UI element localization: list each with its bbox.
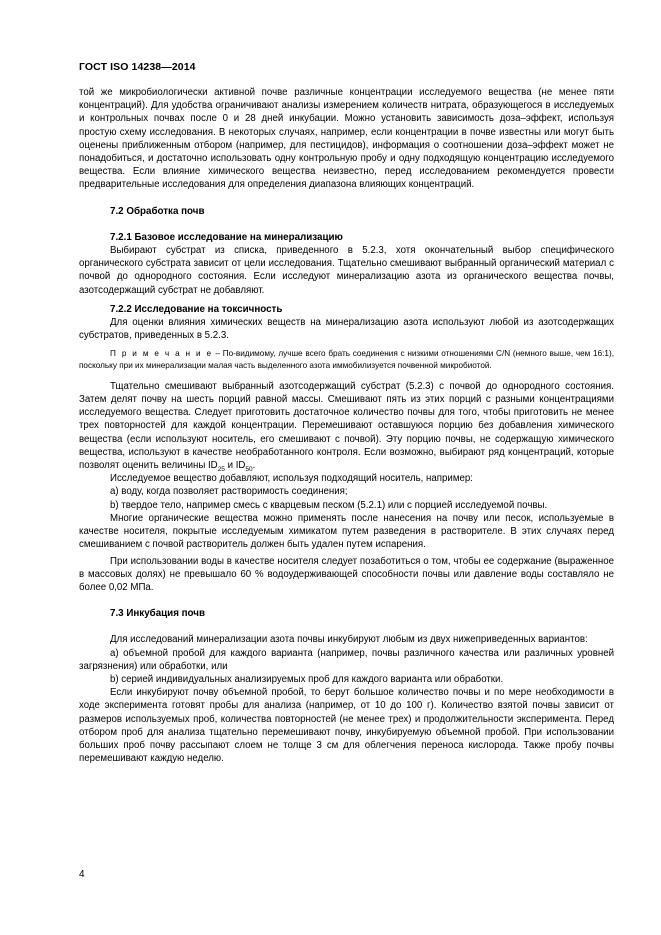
subsection-heading-7-2-1: 7.2.1 Базовое исследование на минерализацию bbox=[110, 231, 343, 243]
list-item-b: b) твердое тело, например смесь с кварцевым песком (5.2.1) или с порцией исследуемой почвы. bbox=[110, 499, 548, 511]
note-text: – По-видимому, лучше всего брать соединения с низкими отношениями C/N (немного выше, чем 16:1), поскольку при их минерализации малая часть выделенного азота иммобилизуется почвенной микробиотой. bbox=[79, 349, 614, 370]
list-item-7-3-a: a) объемной пробой для каждого варианта (например, почвы различного качества или различных уровней загрязнения) или обработки, или bbox=[79, 647, 614, 672]
paragraph-mixing-dot: . bbox=[252, 460, 256, 472]
page-number: 4 bbox=[79, 869, 85, 880]
list-item-7-3-b: b) серией индивидуальных анализируемых проб для каждого варианта или обработки. bbox=[110, 673, 504, 685]
paragraph-intro: той же микробиологически активной почве различные концентрации исследуемого вещества (не менее пяти концентраций). Для удобства ограничивают анализы измерением количеств нитрата, образующегося в исследуемых и контрольных почвах после 0 и 28 дней инкубации. Можно установить зависимость доза–эффект, используя простую схему исследования. В некоторых случаях, например, если концентрации в почве известны или могут быть оценены приближенным отбором (например, для пестицидов), информация о соотношении доза–эффект может не понадобиться, и достаточно использовать одну контрольную пробу и одну подходящую концентрацию исследуемого вещества. Если влияние химического вещества неизвестно, перед исследованием рекомендуется провести предварительные исследования для определения диапазона влияющих концентраций. bbox=[79, 87, 614, 191]
paragraph-mixing-text: Тщательно смешивают выбранный азотсодержащий субстрат (5.2.3) с почвой до однородного состояния. Затем делят почву на шесть порций равной массы. Смешивают пять из этих порций с разными концентрациями исследуемого вещества. Следует приготовить достаточное количество почвы для того, чтобы приготовить не менее трех повторностей для каждой концентрации. Перемешивают оставшуюся порцию без добавления химического вещества (если используют носитель, его смешивают с почвой). Эту порцию почвы, не содержащую химического вещества, используют в качестве необработанного контроля. Если возможно, выбирают ряд концентраций, которые позволят оценить величины ID bbox=[79, 380, 614, 472]
subscript-25: 25 bbox=[217, 466, 225, 474]
subscript-50: 50 bbox=[245, 466, 253, 474]
section-heading-7-2: 7.2 Обработка почв bbox=[110, 205, 205, 217]
note bbox=[79, 348, 614, 370]
subsection-heading-7-2-2: 7.2.2 Исследование на токсичность bbox=[110, 303, 283, 315]
section-heading-7-3: 7.3 Инкубация почв bbox=[110, 608, 206, 620]
paragraph-7-2-2: Для оценки влияния химических веществ на минерализацию азота используют любой из азотсодержащих субстратов, приведенных в 5.2.3. bbox=[79, 317, 614, 342]
document-header: ГОСТ ISO 14238—2014 bbox=[79, 61, 196, 73]
paragraph-bulk-sample: Если инкубируют почву объемной пробой, то берут большое количество почвы и по мере необходимости в ходе эксперимента готовят пробы для анализа (например, от 10 до 100 г). Количество взятой почвы зависит от размеров используемых проб, количества повторностей (не менее трех) и продолжительности эксперимента. Перед отбором проб для анализа тщательно перемешивают почву, инкубируемую объемной пробой. При использовании больших проб почву рассыпают слоем не толще 3 см для облегчения переноса кислорода. Также пробу почвы перемешивают каждую неделю. bbox=[79, 687, 614, 765]
paragraph-7-3: Для исследований минерализации азота почвы инкубируют любым из двух нижеприведенных вариантов: bbox=[110, 634, 588, 646]
paragraph-carrier: Исследуемое вещество добавляют, используя подходящий носитель, например: bbox=[110, 473, 473, 485]
note-label: П р и м е ч а н и е bbox=[110, 349, 213, 359]
paragraph-mixing-and: и ID bbox=[224, 460, 246, 472]
paragraph-7-2-1: Выбирают субстрат из списка, приведенного в 5.2.3, хотя окончательный выбор специфического органического субстрата зависит от цели исследования. Тщательно смешивают выбранный органический материал с почвой до однородного состояния. Если исследуют минерализацию азота из органического вещества почвы, азотсодержащий субстрат не добавляют. bbox=[79, 245, 614, 296]
paragraph-organic: Многие органические вещества можно применять после нанесения на почву или песок, используемые в качестве носителя, покрытые исследуемым химикатом путем разведения в растворителе. В этих случаях перед смешиванием с почвой растворитель должен быть удален путем испарения. bbox=[79, 512, 614, 551]
paragraph-water: При использовании воды в качестве носителя следует позаботиться о том, чтобы ее содержание (выраженное в массовых долях) не превышало 60 % водоудерживающей способности почвы или давление воды составляло не более 0,02 МПа. bbox=[79, 555, 614, 593]
list-item-a: a) воду, когда позволяет растворимость соединения; bbox=[110, 486, 348, 498]
paragraph-mixing bbox=[79, 380, 614, 472]
document-body bbox=[79, 86, 614, 765]
